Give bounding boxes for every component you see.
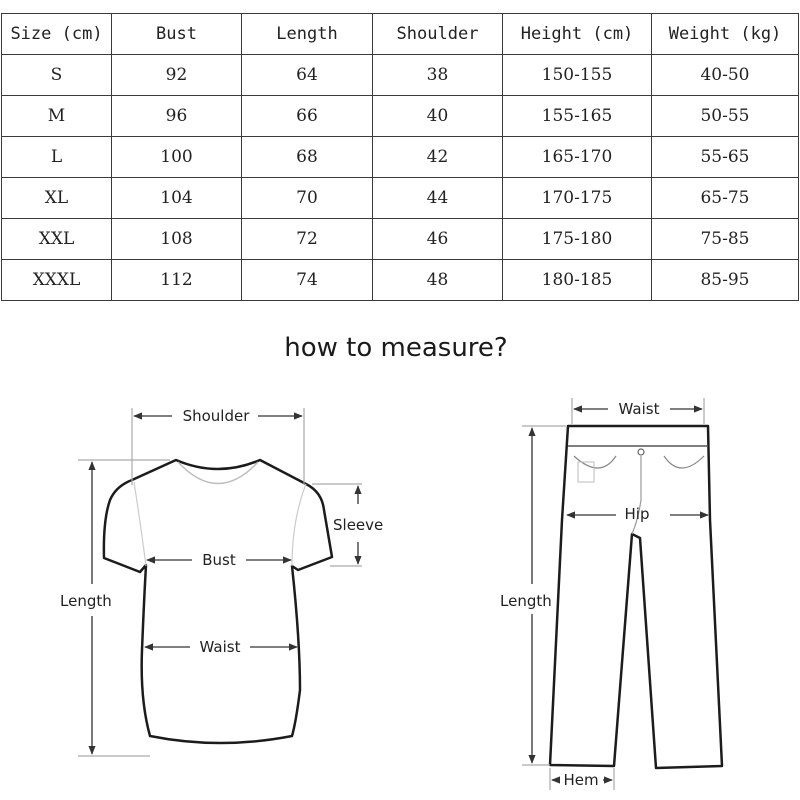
size-chart-table (1, 13, 799, 301)
table-cell: 155-165 (503, 96, 652, 137)
table-cell: 50-55 (652, 96, 799, 137)
table-cell: M (2, 96, 112, 137)
pants-waist-label: Waist (618, 400, 660, 418)
table-cell: 96 (112, 96, 242, 137)
table-cell: S (2, 55, 112, 96)
table-cell: 44 (373, 178, 503, 219)
table-row (2, 178, 799, 219)
table-cell: 72 (242, 219, 373, 260)
table-row (2, 219, 799, 260)
pants-length-label: Length (500, 592, 552, 610)
table-cell: 42 (373, 137, 503, 178)
table-cell: 170-175 (503, 178, 652, 219)
size-table-body (2, 55, 799, 301)
table-cell: 40-50 (652, 55, 799, 96)
table-cell: 100 (112, 137, 242, 178)
table-cell: 112 (112, 260, 242, 301)
table-cell: 104 (112, 178, 242, 219)
bust-label: Bust (202, 551, 236, 569)
table-cell: 92 (112, 55, 242, 96)
table-cell: 75-85 (652, 219, 799, 260)
table-row (2, 137, 799, 178)
table-cell: 55-65 (652, 137, 799, 178)
table-cell: 65-75 (652, 178, 799, 219)
table-header-row (2, 14, 799, 55)
table-cell: 180-185 (503, 260, 652, 301)
table-cell: 40 (373, 96, 503, 137)
table-cell: 175-180 (503, 219, 652, 260)
table-cell: 46 (373, 219, 503, 260)
table-cell: 74 (242, 260, 373, 301)
table-cell: L (2, 137, 112, 178)
table-cell: 165-170 (503, 137, 652, 178)
pants-outline-icon (550, 426, 722, 768)
table-cell: 38 (373, 55, 503, 96)
table-cell: XL (2, 178, 112, 219)
shoulder-label: Shoulder (182, 407, 250, 425)
table-cell: 68 (242, 137, 373, 178)
table-cell: 64 (242, 55, 373, 96)
header-height: Height (cm) (503, 14, 652, 55)
table-cell: 150-155 (503, 55, 652, 96)
header-weight: Weight (kg) (652, 14, 799, 55)
table-cell: XXL (2, 219, 112, 260)
tshirt-illustration (60, 407, 383, 756)
table-row (2, 260, 799, 301)
header-size: Size (cm) (2, 14, 112, 55)
header-length: Length (242, 14, 373, 55)
tshirt-outline-icon (104, 460, 332, 743)
table-cell: 70 (242, 178, 373, 219)
header-shoulder: Shoulder (373, 14, 503, 55)
shirt-length-label: Length (60, 592, 112, 610)
header-bust: Bust (112, 14, 242, 55)
hip-label: Hip (624, 505, 650, 523)
how-to-measure-title: how to measure? (284, 333, 508, 363)
shirt-waist-label: Waist (199, 638, 241, 656)
measurement-diagram (0, 385, 800, 800)
table-cell: 48 (373, 260, 503, 301)
sleeve-label: Sleeve (333, 516, 384, 534)
table-cell: 85-95 (652, 260, 799, 301)
hem-label: Hem (563, 771, 599, 789)
table-cell: 108 (112, 219, 242, 260)
table-row (2, 55, 799, 96)
table-cell: 66 (242, 96, 373, 137)
pants-illustration (500, 398, 722, 790)
table-cell: XXXL (2, 260, 112, 301)
table-row (2, 96, 799, 137)
